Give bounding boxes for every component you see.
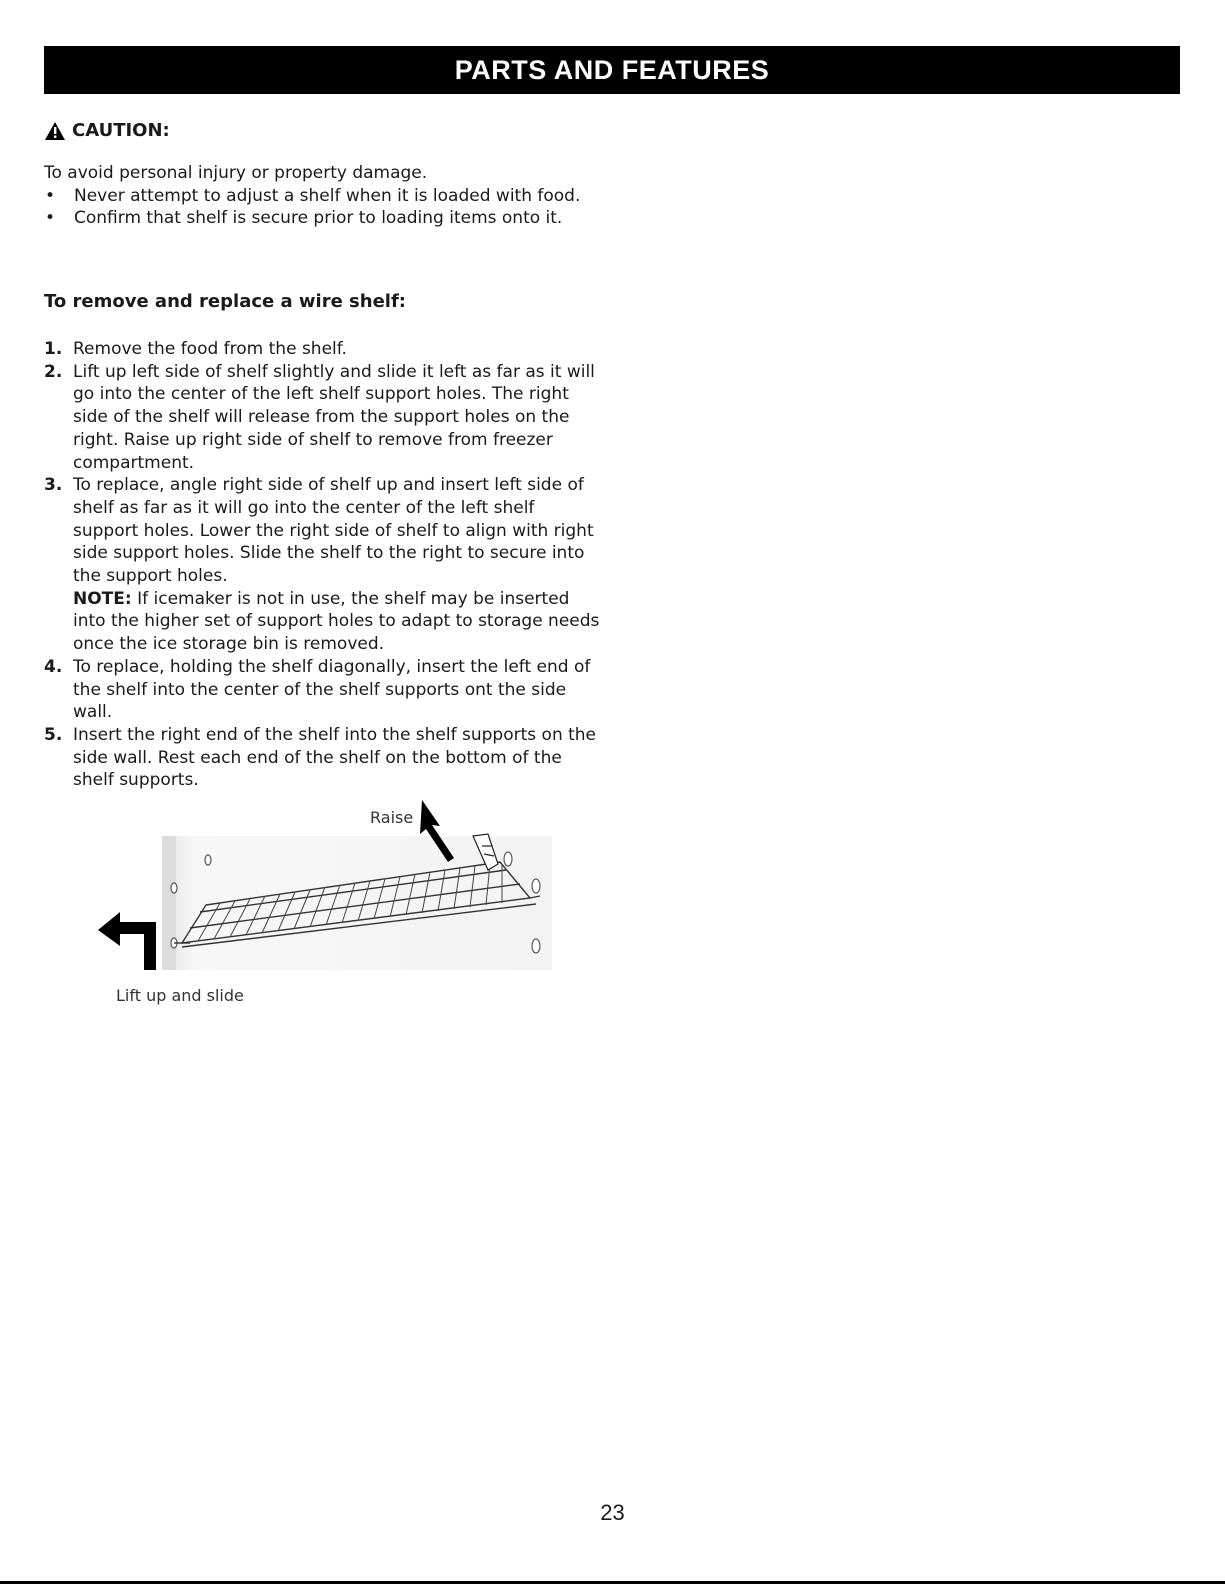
step-item [44, 361, 604, 475]
section-heading: To remove and replace a wire shelf: [44, 291, 406, 312]
left-wall-edge [162, 836, 176, 970]
step-item [44, 724, 604, 792]
step-body [73, 474, 604, 656]
page-number: 23 [600, 1500, 625, 1525]
page-header [44, 46, 1180, 94]
caution-bullet [44, 185, 604, 208]
shelf-diagram [90, 800, 560, 1015]
step-number: 1. [44, 339, 63, 359]
bullet-dot: • [45, 185, 56, 206]
step-item [44, 338, 604, 361]
step-number: 2. [44, 361, 63, 382]
step-item [44, 656, 604, 724]
caution-bullet [44, 207, 604, 230]
page-title: PARTS AND FEATURES [454, 54, 770, 85]
note-label: NOTE: [73, 588, 132, 609]
warning-triangle-icon [44, 121, 66, 141]
caution-intro: To avoid personal injury or property damage. [44, 163, 428, 183]
step-text: Remove the food from the shelf. [73, 339, 347, 359]
step-text: To replace, holding the shelf diagonally, insert the left end of the shelf into the center of the shelf supports ont the side wall. [73, 656, 591, 723]
caution-block [44, 162, 604, 230]
note-text: If icemaker is not in use, the shelf may be inserted into the higher set of support holes to adapt to storage needs once the ice storage bin is removed. [73, 588, 600, 655]
step-number: 4. [44, 656, 63, 677]
step-text: To replace, angle right side of shelf up and insert left side of shelf as far as it will go into the center of the left shelf support holes. Lower the right side of shelf to align with right side support holes. Slide the shelf to the right to secure into the support holes. [73, 475, 594, 587]
raise-label: Raise [370, 808, 414, 827]
lift-label: Lift up and slide [116, 986, 244, 1005]
caution-bullet-text: Never attempt to adjust a shelf when it is loaded with food. [74, 185, 581, 206]
step-text: Insert the right end of the shelf into the shelf supports on the side wall. Rest each end of the shelf on the bottom of the shelf supports. [73, 724, 597, 791]
caution-heading [44, 120, 170, 141]
note [73, 588, 604, 656]
step-item [44, 474, 604, 656]
caution-label: CAUTION: [72, 120, 170, 141]
step-number: 3. [44, 475, 63, 496]
steps-list [44, 338, 604, 792]
bullet-dot: • [45, 208, 56, 229]
shelf-illustration [90, 800, 560, 1015]
step-number: 5. [44, 724, 63, 745]
step-text: Lift up left side of shelf slightly and slide it left as far as it will go into the center of the left shelf support holes. The right side of the shelf will release from the support holes on the right. Raise up right side of shelf to remove from freezer compartment. [73, 361, 595, 473]
lift-slide-arrow-icon [98, 912, 156, 970]
caution-bullet-text: Confirm that shelf is secure prior to loading items onto it. [74, 208, 563, 229]
bottom-rule [0, 1581, 1225, 1584]
